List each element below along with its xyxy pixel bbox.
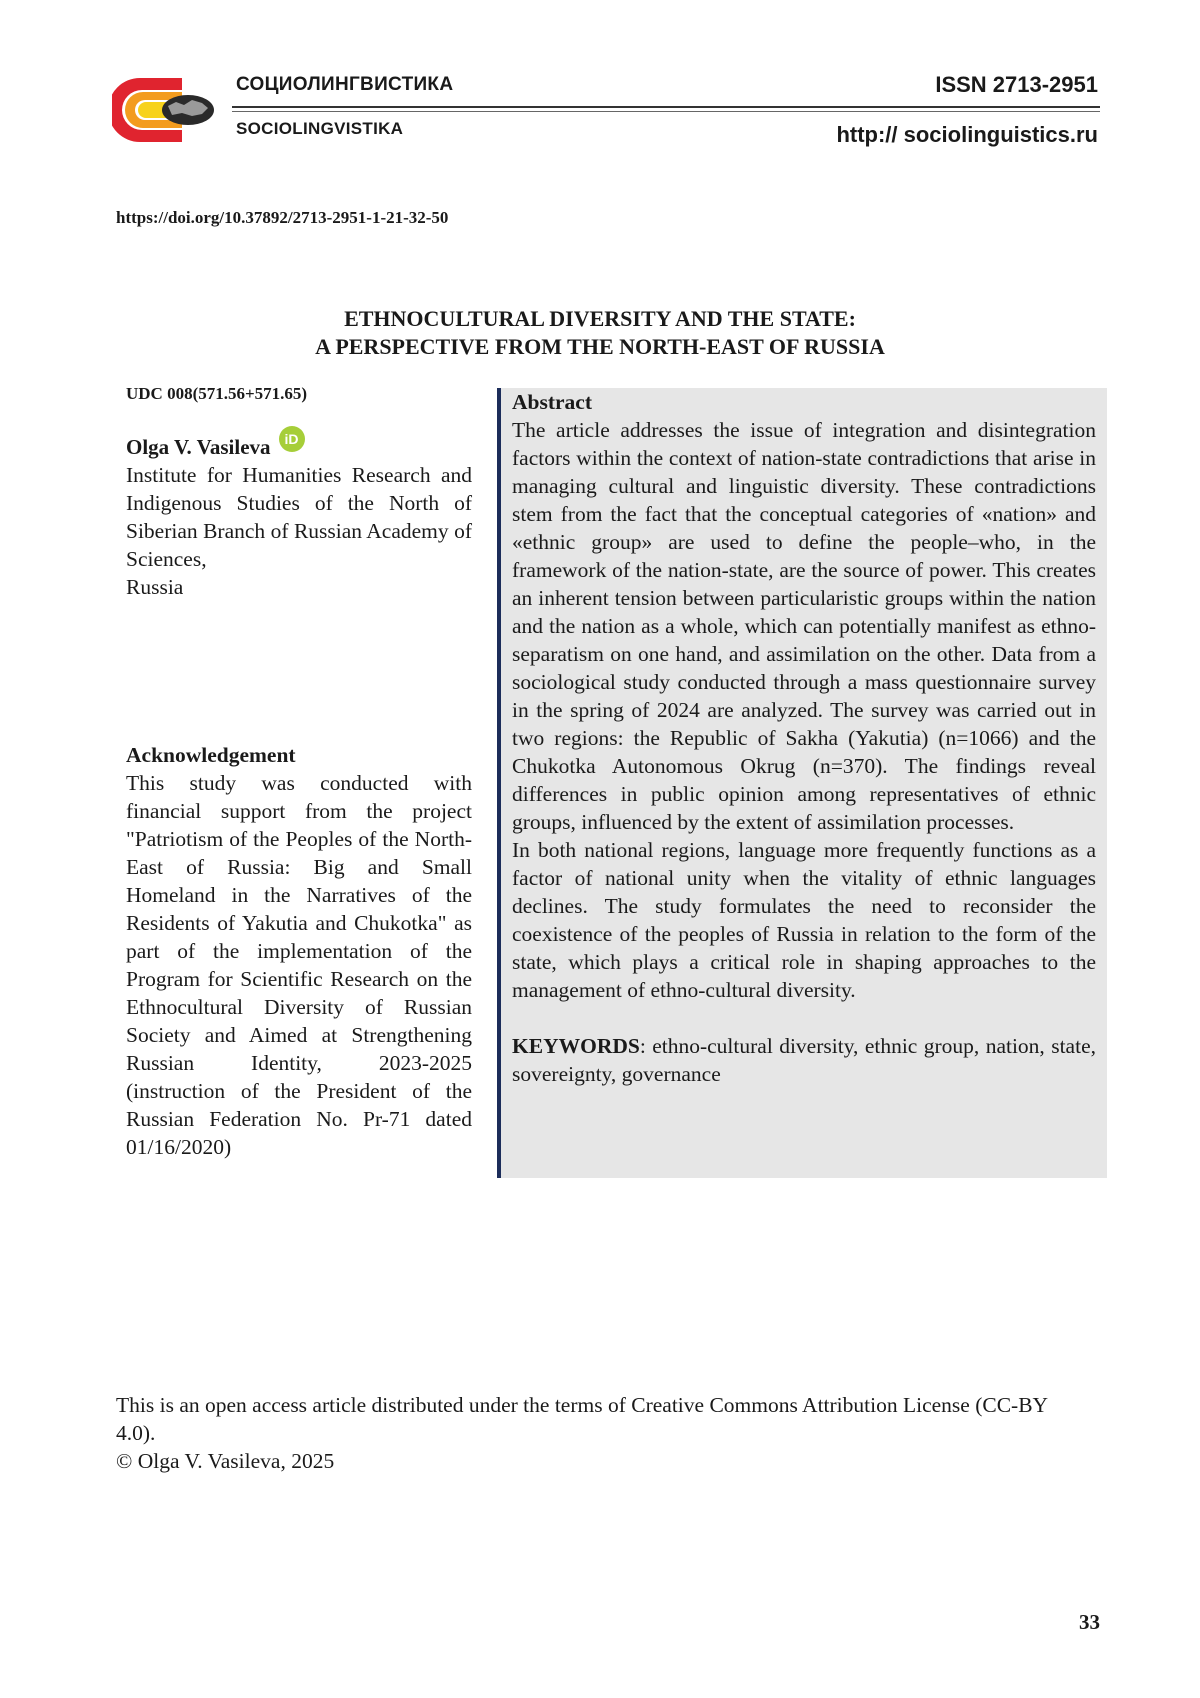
orcid-icon[interactable]: iD bbox=[279, 426, 305, 452]
article-title-line-2: A PERSPECTIVE FROM THE NORTH-EAST OF RUSSIA bbox=[315, 334, 885, 359]
doi-link[interactable]: https://doi.org/10.37892/2713-2951-1-21-32-50 bbox=[116, 208, 449, 227]
abstract-heading: Abstract bbox=[512, 390, 593, 414]
article-title bbox=[0, 305, 1200, 361]
license-notice bbox=[116, 1391, 1076, 1475]
abstract-paragraph-1: The article addresses the issue of integration and disintegration factors within the context of nation-state contradictions that arise in managing cultural and linguistic diversity. These contradictions stem from the fact that the conceptual categories of «nation» and «ethnic group» are used to define the people–who, in the framework of the nation-state, are the source of power. This creates an inherent tension between particularistic groups within the nation and the nation as a whole, which can potentially manifest as ethno-separatism on one hand, and assimilation on the other. Data from a sociological study conducted through a mass questionnaire survey in the spring of 2024 are analyzed. The survey was carried out in two regions: the Republic of Sakha (Yakutia) (n=1066) and the Chukotka Autonomous Okrug (n=370). The findings reveal differences in public opinion among representatives of ethnic groups, influenced by the extent of assimilation processes. bbox=[512, 418, 1096, 834]
journal-title-en: SOCIOLINGVISTIKA bbox=[236, 119, 404, 138]
keywords-label: KEYWORDS bbox=[512, 1034, 640, 1058]
page-number: 33 bbox=[1079, 1610, 1100, 1634]
article-title-line-1: ETHNOCULTURAL DIVERSITY AND THE STATE: bbox=[344, 306, 856, 331]
udc-code: UDC 008(571.56+571.65) bbox=[126, 384, 308, 403]
header-rule-thin bbox=[232, 111, 1100, 112]
abstract bbox=[512, 388, 1096, 1088]
copyright: © Olga V. Vasileva, 2025 bbox=[116, 1449, 335, 1473]
acknowledgement-text: This study was conducted with financial support from the project "Patriotism of the Peoples of the North-East of Russia: Big and Small Homeland in the Narratives of the Residents of Yakutia and Chukotka" as part of the implementation of the Program for Scientific Research on the Ethnocultural Diversity of Russian Society and Aimed at Strengthening Russian Identity, 2023-2025 (instruction of the President of the Russian Federation No. Pr-71 dated 01/16/2020) bbox=[126, 771, 472, 1159]
author-name: Olga V. Vasileva bbox=[126, 435, 271, 459]
license-text: This is an open access article distributed under the terms of Creative Commons Attribution License (CC-BY 4.0). bbox=[116, 1393, 1048, 1445]
journal-title-ru: СОЦИОЛИНГВИСТИКА bbox=[236, 74, 454, 95]
abstract-paragraph-2: In both national regions, language more frequently functions as a factor of national unity when the vitality of ethnic languages declines. The study formulates the need to reconsider the coexistence of the peoples of Russia in relation to the form of the state, which plays a critical role in shaping approaches to the management of ethno-cultural diversity. bbox=[512, 838, 1096, 1002]
header-rule bbox=[232, 106, 1100, 108]
journal-website-link[interactable]: http:// sociolinguistics.ru bbox=[836, 122, 1098, 147]
globe-logo-icon bbox=[112, 72, 216, 148]
abstract-accent-bar bbox=[497, 388, 501, 1178]
left-column bbox=[126, 383, 472, 1161]
keywords-list: : ethno-cultural diversity, ethnic group, nation, state, sovereignty, governance bbox=[512, 1034, 1096, 1086]
issn: ISSN 2713-2951 bbox=[935, 72, 1098, 97]
author-affiliation: Institute for Humanities Research and Indigenous Studies of the North of Siberian Branch of Russian Academy of Sciences, bbox=[126, 463, 472, 571]
author-country: Russia bbox=[126, 575, 184, 599]
acknowledgement-heading: Acknowledgement bbox=[126, 743, 296, 767]
author-line bbox=[126, 433, 472, 461]
keywords bbox=[512, 1032, 1096, 1088]
